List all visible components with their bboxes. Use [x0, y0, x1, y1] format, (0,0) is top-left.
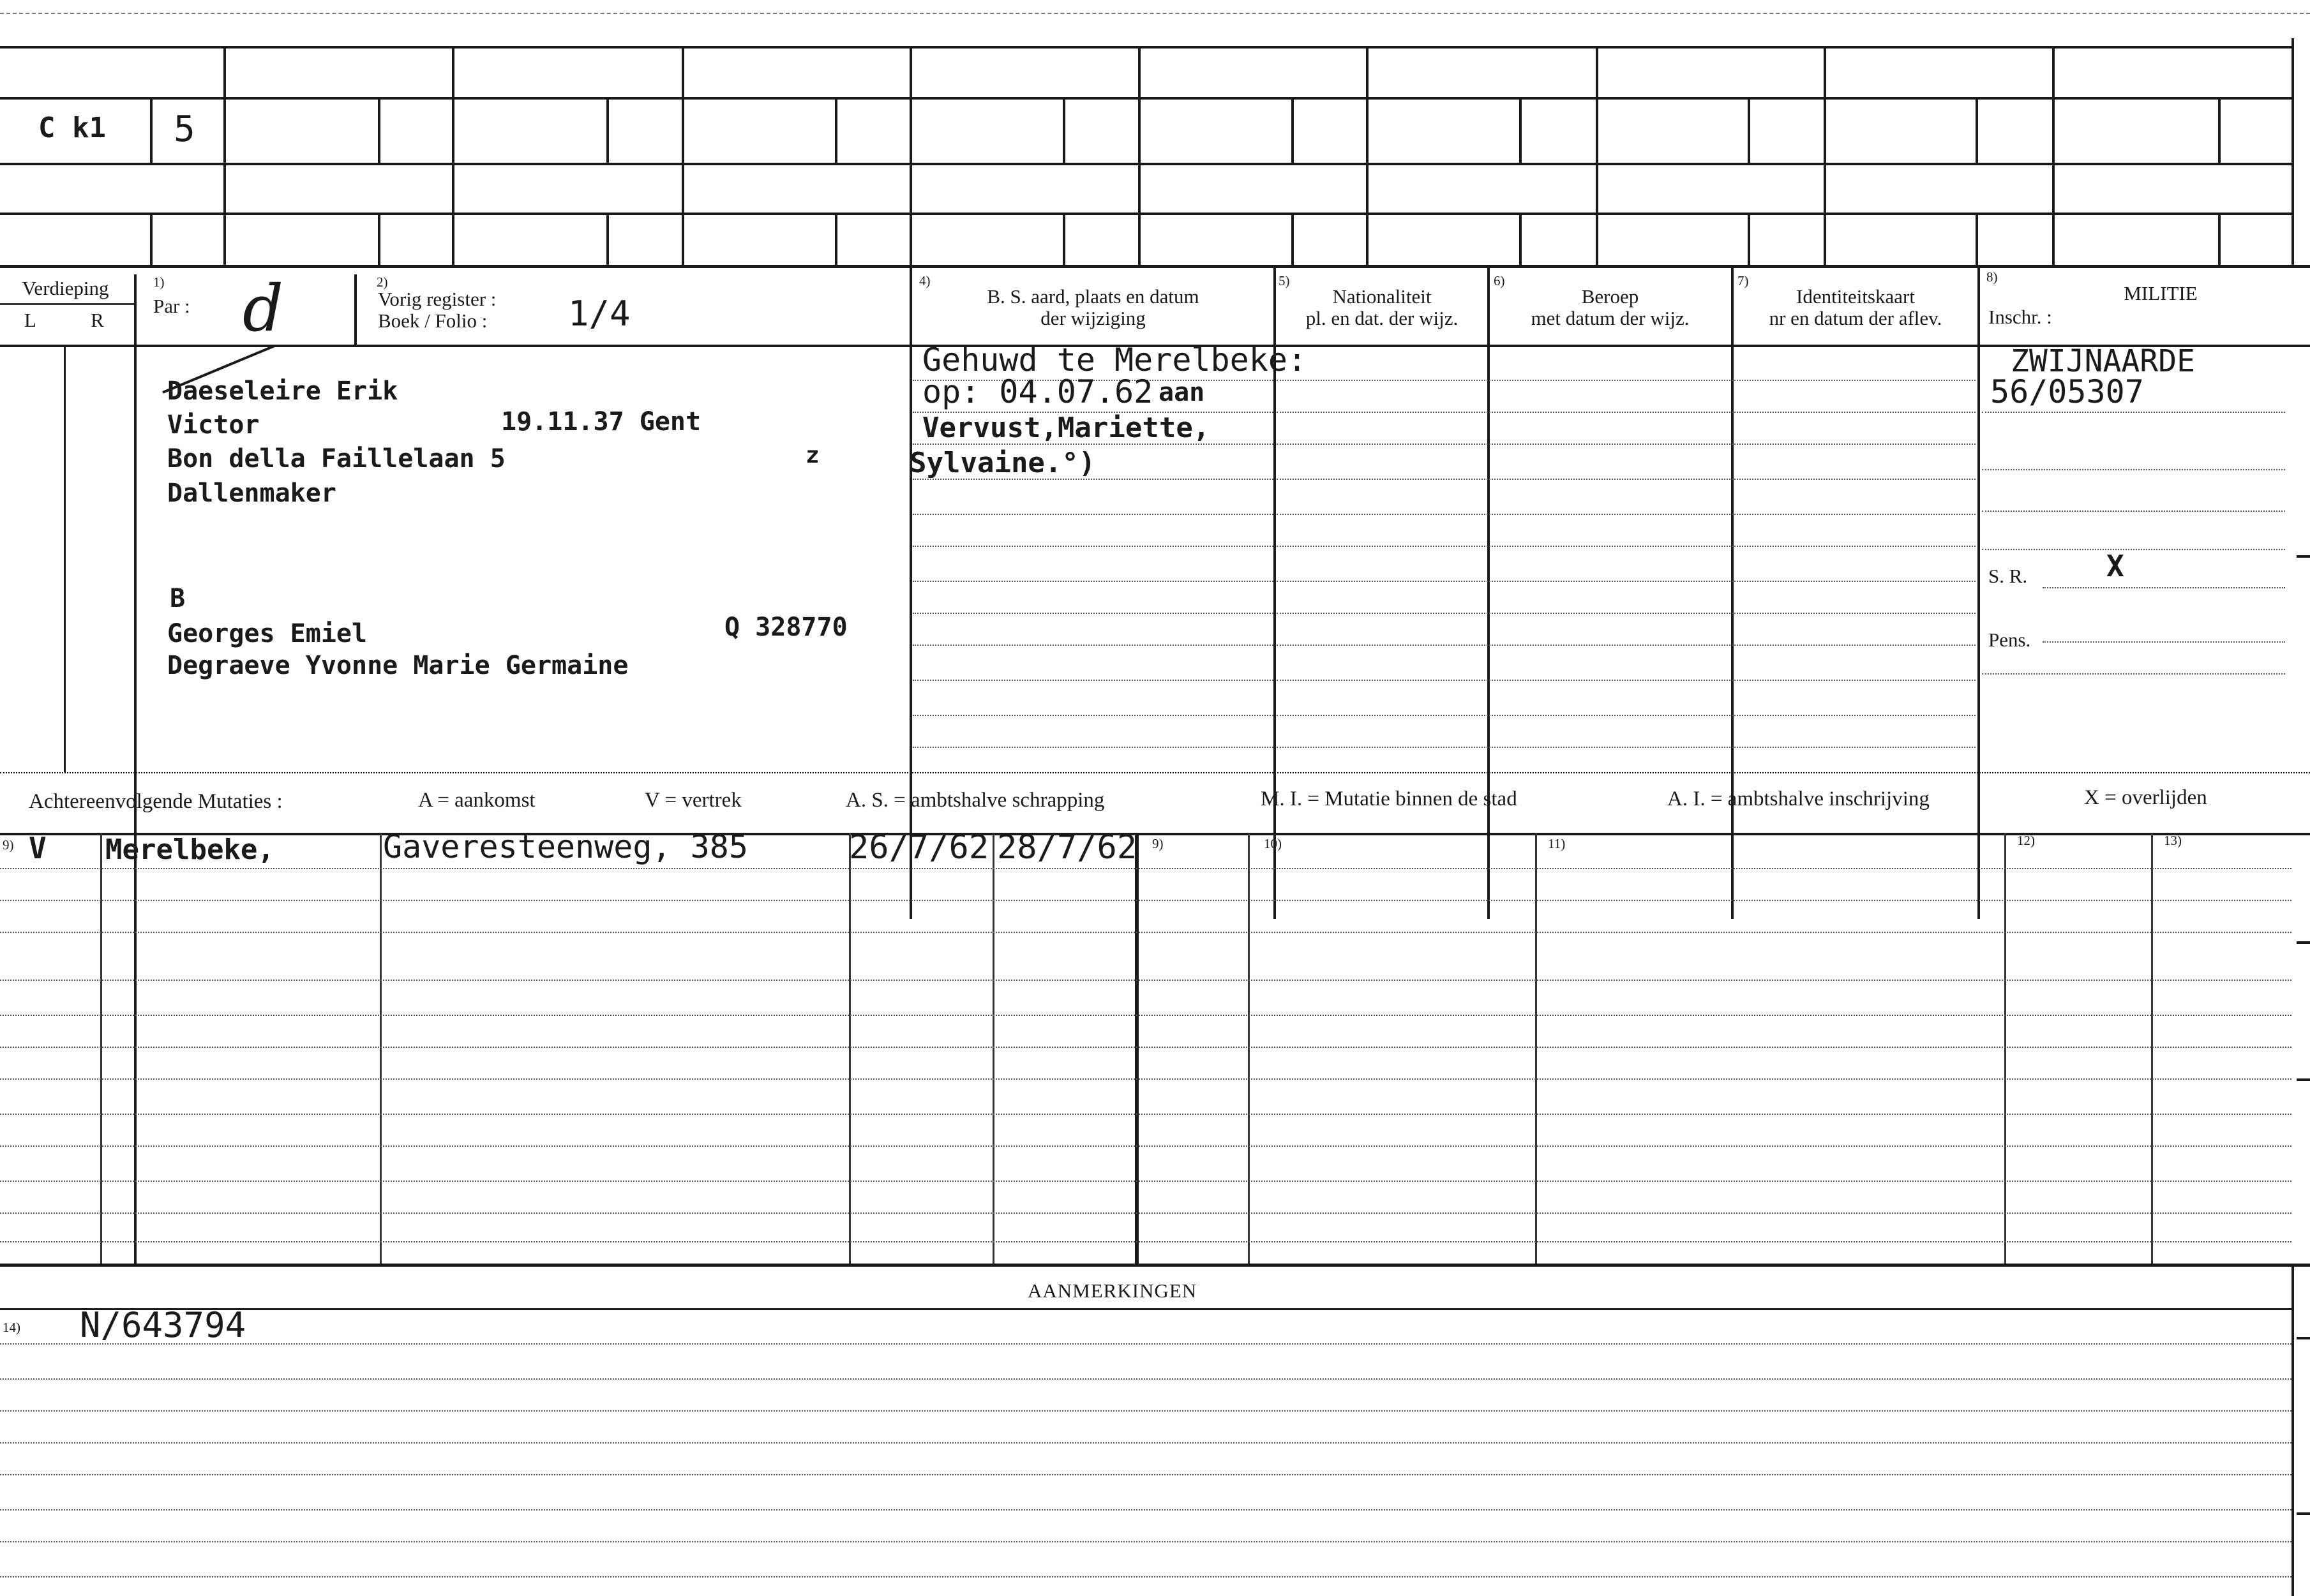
- legend-title: Achtereenvolgende Mutaties :: [29, 790, 283, 813]
- field-number-5: 5): [1279, 273, 1290, 288]
- identiteitskaart-line1: Identiteitskaart: [1796, 285, 1915, 308]
- top-code-left: C k1: [38, 112, 106, 144]
- field-number-14: 14): [3, 1320, 20, 1335]
- field-number-4: 4): [919, 273, 931, 288]
- nationaliteit-line2: pl. en dat. der wijz.: [1305, 307, 1459, 329]
- bs-header-line2: der wijziging: [1040, 307, 1146, 329]
- mutation-type: V: [29, 831, 47, 865]
- mutation-date-1: 26/7/62: [849, 828, 989, 867]
- field-number-13: 13): [2164, 833, 2182, 848]
- militie-label: MILITIE: [2124, 282, 2198, 304]
- legend-arrival: A = aankomst: [418, 789, 536, 812]
- civil-status-line3: Vervust,Mariette,: [922, 412, 1210, 444]
- field-number-10: 10): [1264, 836, 1282, 851]
- mutation-place: Merelbeke,: [105, 833, 274, 866]
- field-number-2: 2): [377, 274, 388, 290]
- person-second-name: Victor: [167, 410, 260, 440]
- civil-status-line1: Gehuwd te Merelbeke:: [922, 341, 1307, 378]
- civil-status-line2-suffix: aan: [1159, 378, 1205, 407]
- par-label: Par :: [153, 295, 190, 317]
- nationaliteit-line1: Nationaliteit: [1332, 285, 1432, 308]
- beroep-line2: met datum der wijz.: [1531, 307, 1690, 329]
- remarks-title: AANMERKINGEN: [1028, 1279, 1197, 1302]
- field-number-9: 9): [3, 837, 14, 853]
- mutation-street: Gaveresteenweg, 385: [383, 828, 748, 865]
- person-letter: B: [170, 584, 186, 613]
- person-id-code: Q 328770: [724, 613, 848, 642]
- field-number-1: 1): [153, 274, 165, 290]
- register-value: 1/4: [568, 294, 631, 334]
- person-occupation: Dallenmaker: [167, 479, 336, 508]
- field-number-12: 12): [2017, 833, 2035, 848]
- person-mother: Degraeve Yvonne Marie Germaine: [167, 651, 629, 680]
- legend-departure: V = vertrek: [645, 789, 742, 812]
- legend-death: X = overlijden: [2084, 786, 2207, 809]
- boek-folio-label: Boek / Folio :: [378, 310, 488, 332]
- field-number-11: 11): [1548, 836, 1566, 851]
- sr-label: S. R.: [1988, 565, 2028, 587]
- beroep-line1: Beroep: [1581, 285, 1639, 308]
- inschr-label: Inschr. :: [1988, 306, 2052, 328]
- sr-value: X: [2106, 549, 2124, 583]
- top-code-right: 5: [174, 108, 195, 150]
- par-value: d: [243, 271, 284, 346]
- militie-place: ZWIJNAARDE: [2011, 343, 2195, 379]
- person-mark: z: [806, 442, 820, 468]
- person-father: Georges Emiel: [167, 619, 368, 648]
- bs-header-line1: B. S. aard, plaats en datum: [987, 285, 1199, 308]
- par-stroke: [160, 345, 287, 396]
- mutation-date-2: 28/7/62: [997, 828, 1137, 867]
- pens-label: Pens.: [1988, 629, 2031, 651]
- identiteitskaart-line2: nr en datum der aflev.: [1769, 307, 1942, 329]
- verdieping-l-label: L: [24, 309, 36, 331]
- verdieping-label: Verdieping: [22, 277, 109, 299]
- legend-ex-officio-registration: A. I. = ambtshalve inschrijving: [1667, 787, 1930, 810]
- vorig-register-label: Vorig register :: [378, 288, 497, 310]
- field-number-6: 6): [1494, 273, 1505, 288]
- field-number-7: 7): [1737, 273, 1749, 288]
- civil-status-line2-prefix: op: 04.07.62: [922, 373, 1153, 410]
- person-address: Bon della Faillelaan 5: [167, 444, 506, 474]
- civil-status-line4: Sylvaine.°): [910, 447, 1096, 479]
- legend-ex-officio-removal: A. S. = ambtshalve schrapping: [846, 789, 1105, 812]
- verdieping-r-label: R: [91, 309, 104, 331]
- legend-city-mutation: M. I. = Mutatie binnen de stad: [1261, 787, 1517, 810]
- militie-number: 56/05307: [1990, 373, 2144, 410]
- person-birth: 19.11.37 Gent: [501, 407, 701, 436]
- field-number-8: 8): [1986, 269, 1998, 285]
- person-surname: Daeseleire Erik: [167, 377, 398, 406]
- remarks-value: N/643794: [80, 1305, 246, 1345]
- field-number-9b: 9): [1152, 836, 1164, 851]
